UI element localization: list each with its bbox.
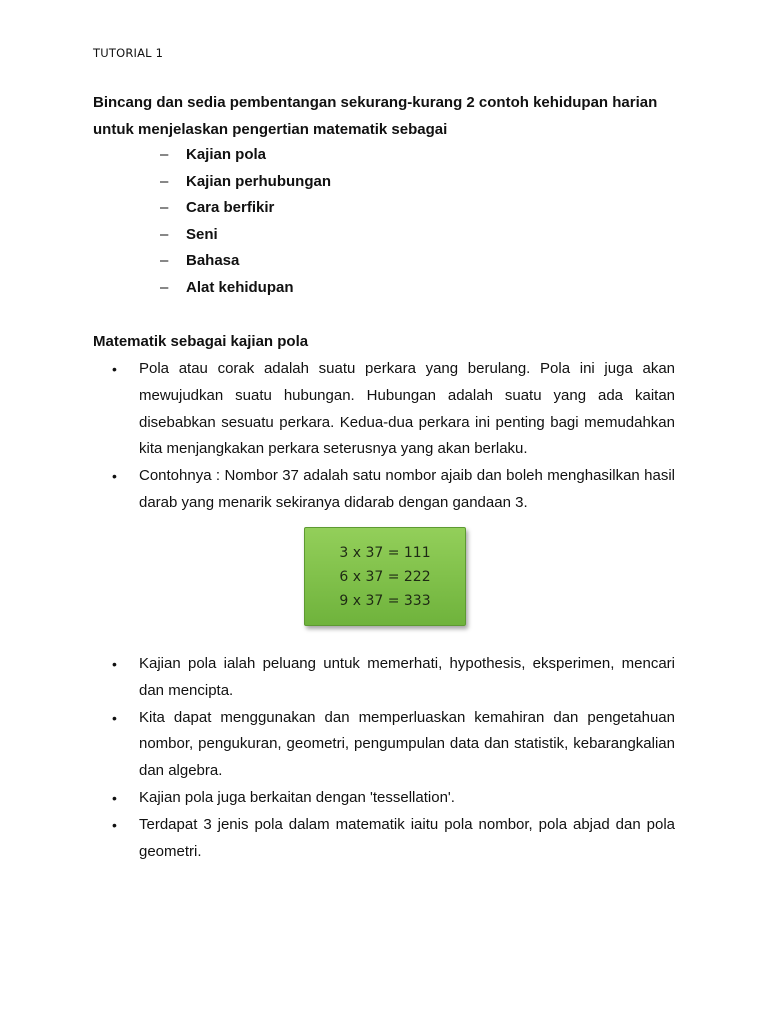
bullet-marker: • [112,468,117,485]
dash-marker: – [160,199,169,217]
equation-box [304,527,466,626]
equation: 6 x 37 = 222 [339,568,431,585]
list-item [112,812,675,866]
bullet-marker: • [112,789,117,806]
topic-label: Bahasa [186,252,240,270]
topic-label: Alat kehidupan [186,278,294,296]
dash-marker: – [160,225,169,243]
list-item [160,195,331,222]
list-item [112,463,675,517]
bullet-text: Pola atau corak adalah suatu perkara yang berulang. Pola ini juga akan mewujudkan suatu hubungan. Hubungan adalah suatu yang ada kaitan disebabkan sesuatu perkara. Kedua-dua perkara ini penting bagi memudahkan kita menjangkakan perkara seterusnya yang akan berlaku. [139,360,675,458]
topic-label: Kajian pola [186,146,267,163]
list-item [160,169,331,196]
bullet-text: Contohnya : Nombor 37 adalah satu nombor ajaib dan boleh menghasilkan hasil darab yang menarik sekiranya didarab dengan gandaan 3. [139,467,675,511]
bullet-text: Kajian pola juga berkaitan dengan 'tessellation'. [139,788,455,806]
list-item [160,248,331,275]
section-heading: Matematik sebagai kajian pola [93,333,309,350]
bullet-list-after [112,651,675,865]
topic-label: Seni [186,225,218,243]
bullet-text: Kita dapat menggunakan dan memperluaskan kemahiran dan pengetahuan nombor, pengukuran, geometri, pengumpulan data dan statistik, kebarangkalian dan algebra. [139,708,675,780]
list-item [112,651,675,705]
bullet-marker: • [112,816,117,833]
list-item [112,356,675,463]
dash-marker: – [160,172,169,190]
document-header: TUTORIAL 1 [93,46,164,60]
intro-paragraph: Bincang dan sedia pembentangan sekurang-kurang 2 contoh kehidupan harian untuk menjelaskan pengertian matematik sebagai [93,94,658,138]
topic-label: Kajian perhubungan [186,172,332,190]
bullet-text: Kajian pola ialah peluang untuk memerhati, hypothesis, eksperimen, mencari dan mencipta. [139,655,675,699]
topic-label: Cara berfikir [186,199,275,217]
list-item [112,705,675,785]
equation: 3 x 37 = 111 [339,544,431,561]
dash-marker: – [160,252,169,270]
equation: 9 x 37 = 333 [339,592,431,609]
dash-marker: – [160,278,169,296]
list-item [112,785,675,812]
bullet-list-before [112,356,675,517]
bullet-marker: • [112,656,117,672]
bullet-marker: • [112,709,117,726]
list-item [160,275,331,302]
list-item [160,222,331,249]
bullet-marker: • [112,361,117,377]
dash-marker: – [160,146,169,163]
topic-list [160,142,331,302]
bullet-text: Terdapat 3 jenis pola dalam matematik iaitu pola nombor, pola abjad dan pola geometri. [139,815,675,860]
list-item [160,142,331,169]
